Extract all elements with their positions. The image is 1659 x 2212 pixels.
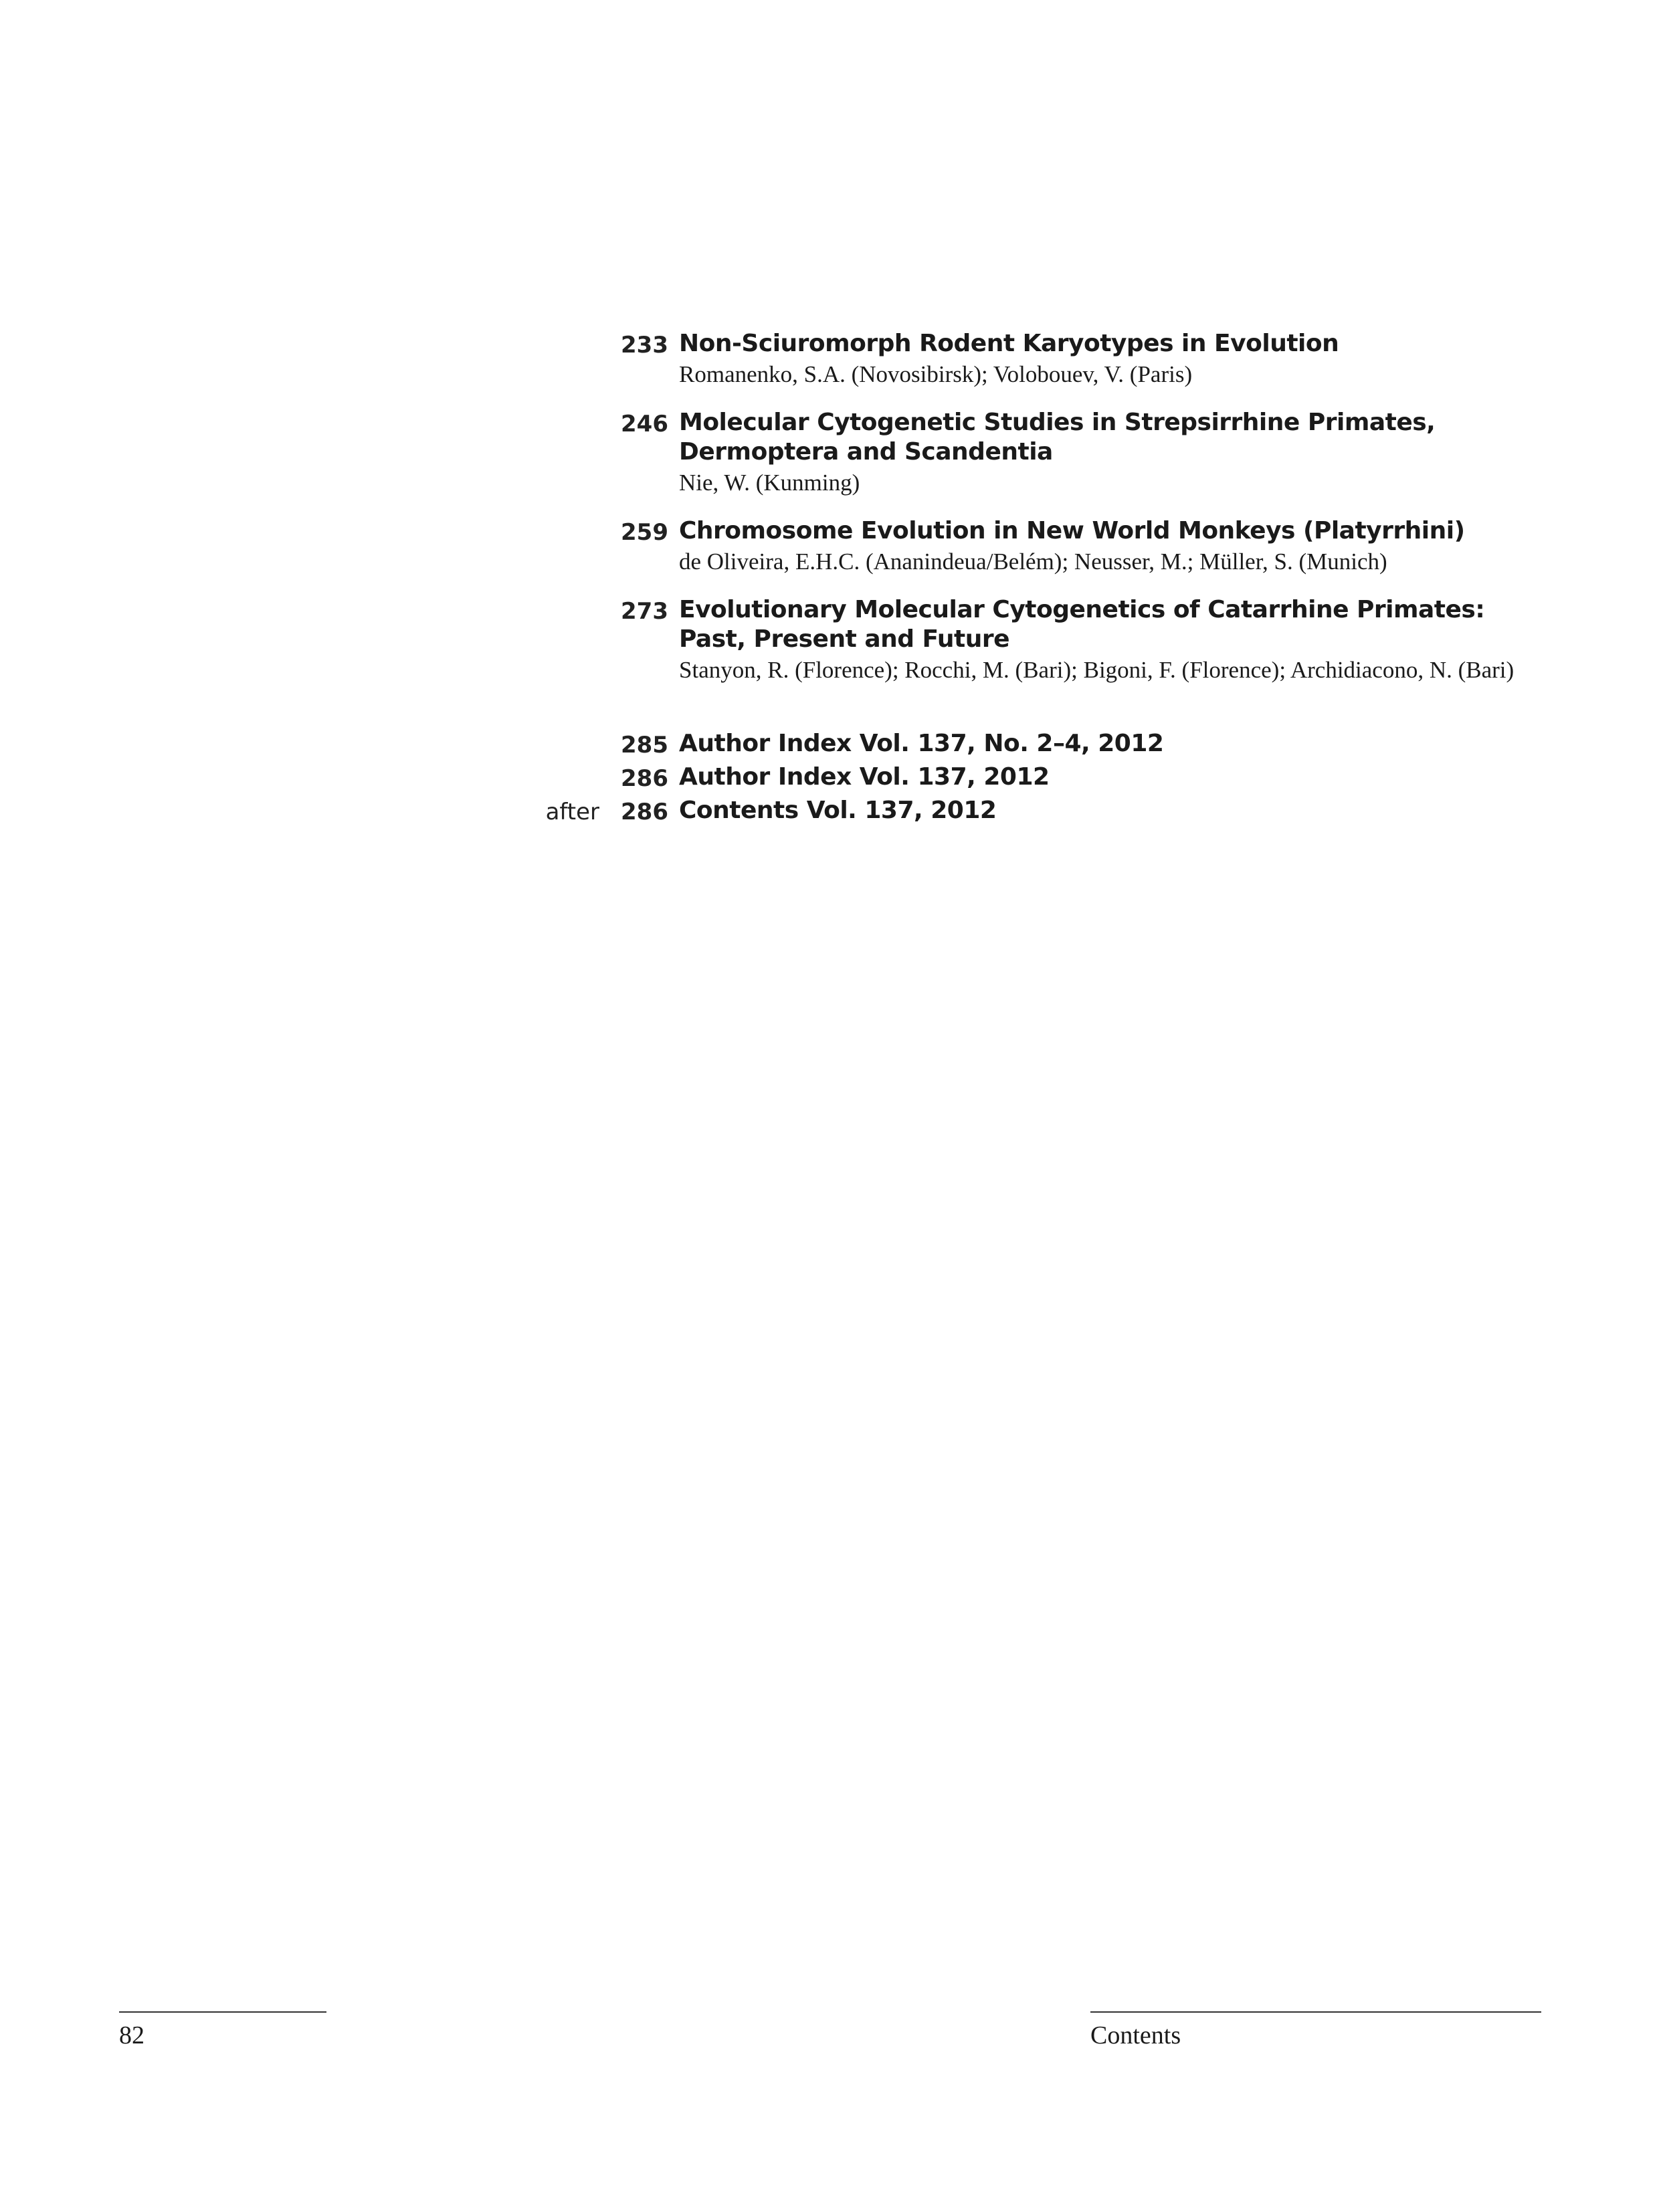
toc-entry <box>522 516 1552 578</box>
entry-body <box>668 763 1552 792</box>
table-of-contents <box>522 329 1552 829</box>
article-title: Non-Sciuromorph Rodent Karyotypes in Evolution <box>679 330 1339 357</box>
entry-body <box>668 595 1552 686</box>
entry-body <box>668 408 1552 499</box>
entry-page-number: 286 <box>621 765 668 792</box>
index-section <box>522 729 1552 828</box>
index-title: Author Index Vol. 137, No. 2–4, 2012 <box>679 730 1164 757</box>
index-entry <box>522 763 1552 795</box>
entry-body <box>668 516 1552 578</box>
footer-rule-right <box>1090 2011 1541 2013</box>
article-authors: Stanyon, R. (Florence); Rocchi, M. (Bari); Bigoni, F. (Florence); Archidiacono, N. (Bari) <box>679 657 1515 683</box>
index-title: Author Index Vol. 137, 2012 <box>679 763 1050 791</box>
index-entry <box>522 729 1552 761</box>
entry-body <box>668 796 1552 825</box>
entry-page-number: 259 <box>621 519 668 546</box>
footer-rule-left <box>119 2011 326 2013</box>
entry-page-number: 286 <box>621 799 668 825</box>
entry-page-number: 285 <box>621 732 668 759</box>
entry-body <box>668 729 1552 759</box>
article-title: Molecular Cytogenetic Studies in Strepsirrhine Primates, Dermoptera and Scandentia <box>679 409 1436 466</box>
article-authors: Romanenko, S.A. (Novosibirsk); Volobouev, V. (Paris) <box>679 361 1193 387</box>
entry-prefix: after <box>545 799 599 825</box>
toc-entry <box>522 595 1552 686</box>
running-footer-title: Contents <box>1090 2021 1181 2049</box>
page-number: 82 <box>119 2021 144 2049</box>
entry-page-number: 273 <box>621 598 668 625</box>
article-title: Chromosome Evolution in New World Monkeys (Platyrrhini) <box>679 517 1465 544</box>
index-entry <box>522 796 1552 828</box>
entry-page-number: 246 <box>621 411 668 437</box>
article-authors: de Oliveira, E.H.C. (Ananindeua/Belém); Neusser, M.; Müller, S. (Munich) <box>679 548 1387 575</box>
entry-body <box>668 329 1552 391</box>
index-title: Contents Vol. 137, 2012 <box>679 797 997 824</box>
toc-entry <box>522 329 1552 391</box>
toc-entry <box>522 408 1552 499</box>
entry-page-number: 233 <box>621 332 668 359</box>
article-title: Evolutionary Molecular Cytogenetics of Catarrhine Primates: Past, Present and Future <box>679 596 1485 653</box>
article-authors: Nie, W. (Kunming) <box>679 470 860 496</box>
